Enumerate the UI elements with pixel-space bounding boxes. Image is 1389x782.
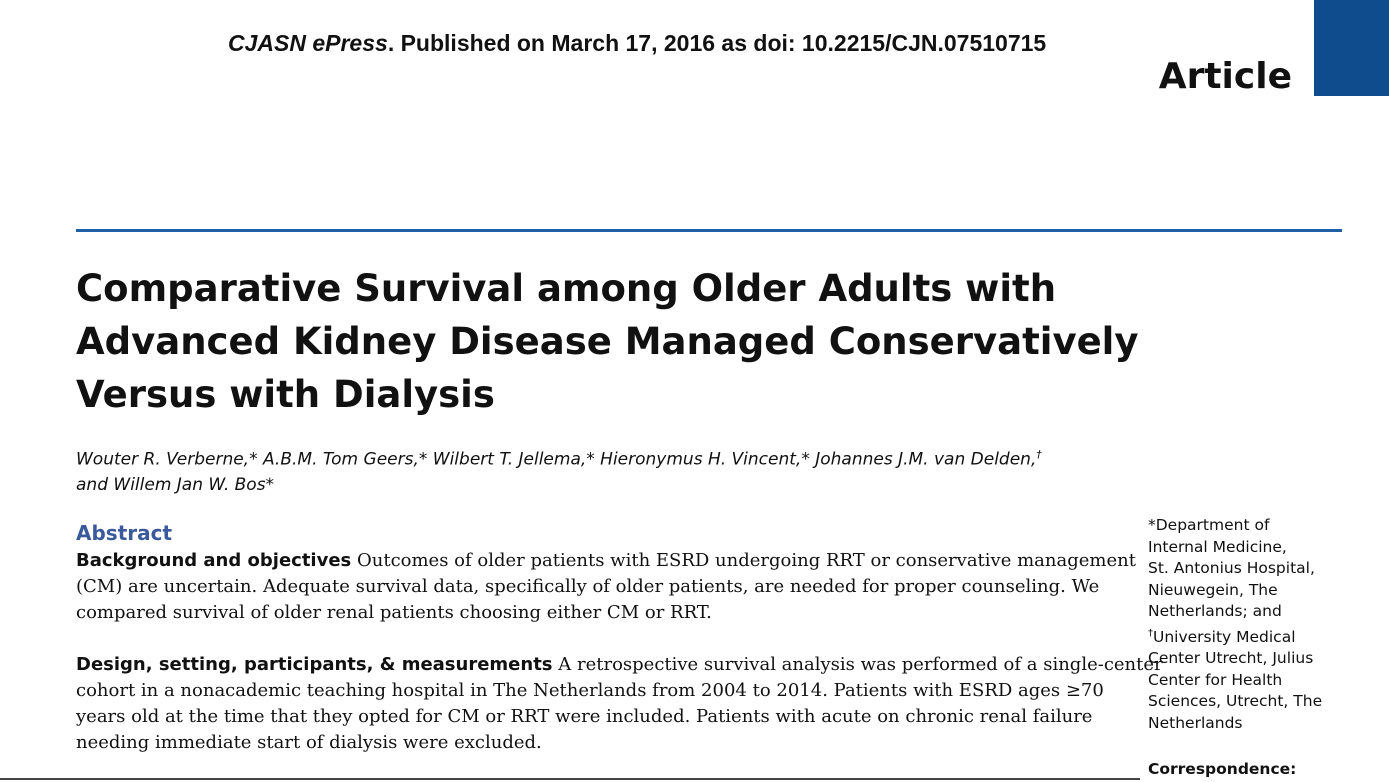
affiliation-line: Netherlands — [1148, 713, 1243, 732]
paragraph-line: needing immediate start of dialysis were excluded. — [76, 732, 542, 753]
affiliation-mark: † — [1148, 627, 1153, 639]
abstract-design — [76, 652, 1163, 756]
affiliations-sidebar — [1148, 515, 1378, 734]
affiliation-line — [1148, 623, 1378, 649]
paragraph-text: Outcomes of older patients with ESRD undergoing RRT or conservative management — [351, 550, 1136, 571]
paragraph-line: years old at the time that they opted for CM or RRT were included. Patients with acute on chronic renal failure — [76, 706, 1093, 727]
affiliation-line: Center for Health — [1148, 670, 1283, 689]
affiliation-line: Internal Medicine, — [1148, 537, 1287, 556]
section-lead: Design, setting, participants, & measurements — [76, 654, 553, 675]
affiliation-line: Netherlands; and — [1148, 602, 1282, 620]
title-line: Advanced Kidney Disease Managed Conservatively — [76, 320, 1139, 363]
affiliation-line-text: University Medical — [1153, 627, 1296, 646]
journal-color-block — [1314, 0, 1389, 96]
affiliation-mark: † — [1036, 448, 1042, 461]
section-lead: Background and objectives — [76, 550, 352, 571]
affiliation-line: St. Antonius Hospital, — [1148, 559, 1315, 577]
affiliation-line: *Department of — [1148, 516, 1270, 534]
title-line: Comparative Survival among Older Adults with — [76, 267, 1057, 310]
author-line — [76, 442, 1156, 473]
article-title — [76, 262, 1139, 421]
page-bottom-edge — [0, 778, 1140, 780]
article-type-label: Article — [1158, 56, 1292, 97]
paragraph-line: compared survival of older renal patients choosing either CM or RRT. — [76, 602, 712, 623]
paragraph-line — [76, 548, 1136, 574]
epress-header — [228, 29, 1168, 57]
author-line-text: Wouter R. Verberne,* A.B.M. Tom Geers,* Wilbert T. Jellema,* Hieronymus H. Vincent,* Johannes J.M. van Delden, — [76, 449, 1037, 470]
abstract-background — [76, 548, 1136, 626]
paragraph-line: cohort in a nonacademic teaching hospital in The Netherlands from 2004 to 2014. Patients with ESRD ages ≥70 — [76, 680, 1104, 701]
publication-info: . Published on March 17, 2016 as doi: 10.2215/CJN.07510715 — [387, 30, 1047, 56]
abstract-heading: Abstract — [76, 521, 173, 545]
correspondence-heading: Correspondence: — [1148, 760, 1297, 778]
affiliation-line: Center Utrecht, Julius — [1148, 649, 1314, 668]
title-line: Versus with Dialysis — [76, 373, 495, 416]
author-line: and Willem Jan W. Bos* — [76, 474, 275, 495]
journal-name: CJASN ePress — [228, 30, 388, 56]
paragraph-line: (CM) are uncertain. Adequate survival data, specifically of older patients, are needed for proper counseling. We — [76, 576, 1100, 597]
title-divider — [76, 229, 1342, 232]
affiliation-line: Nieuwegein, The — [1148, 580, 1278, 599]
paragraph-line — [76, 652, 1163, 678]
paragraph-text: A retrospective survival analysis was performed of a single-center — [552, 654, 1163, 675]
author-list — [76, 442, 1156, 498]
affiliation-line: Sciences, Utrecht, The — [1148, 692, 1323, 711]
